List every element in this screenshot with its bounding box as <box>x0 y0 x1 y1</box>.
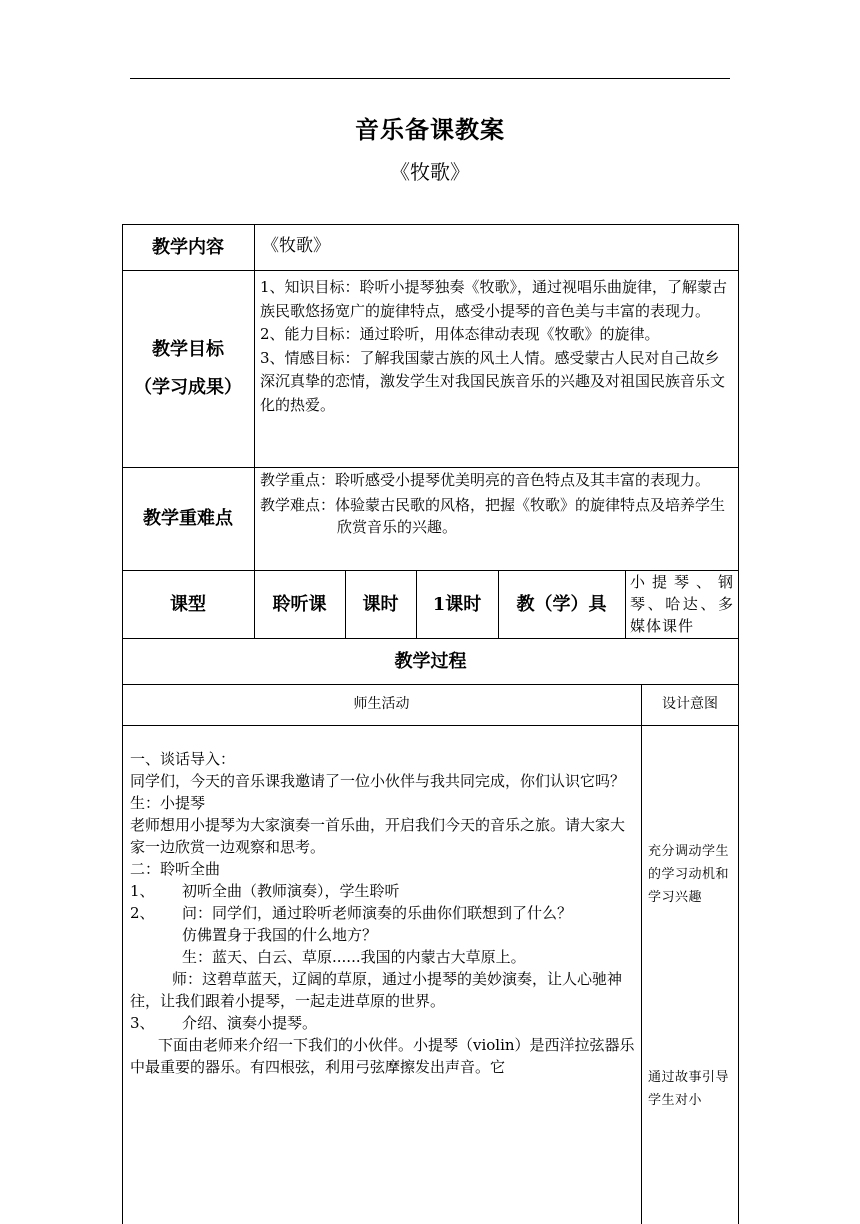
step-2-text: 问：同学们，通过聆听老师演奏的乐曲你们联想到了什么？ <box>182 904 573 922</box>
goals-label <box>122 270 254 467</box>
key-content <box>260 469 734 569</box>
key-label: 教学重难点 <box>143 508 233 529</box>
type-label: 课型 <box>170 593 206 615</box>
document-subtitle: 《牧歌》 <box>390 160 470 184</box>
step-1 <box>130 880 636 902</box>
step-1-text: 初听全曲（教师演奏），学生聆听 <box>182 882 400 900</box>
type-value: 聆听课 <box>272 593 327 615</box>
process-header: 教学过程 <box>394 650 467 672</box>
goal-knowledge: 1、知识目标：聆听小提琴独奏《牧歌》，通过视唱乐曲旋律，了解蒙古族民歌悠扬宽广的旋律特点，感受小提琴的音色美与丰富的表现力。 <box>260 278 728 320</box>
step-3 <box>130 1012 636 1034</box>
difficulties: 教学难点：体验蒙古民歌的风格，把握《牧歌》的旋律特点及培养学生欣赏音乐的兴趣。 <box>260 496 726 536</box>
intent-1: 充分调动学生的学习动机和学习兴趣 <box>648 844 730 905</box>
step-2-text-b: 仿佛置身于我国的什么地方？ <box>182 926 378 944</box>
lesson-plan-table <box>122 224 738 1224</box>
step-3-num: 3、 <box>130 1014 155 1032</box>
goals-list <box>260 276 732 466</box>
activity-line-intro: 一、谈话导入： <box>130 750 236 768</box>
step-2-answer: 生：蓝天、白云、草原......我国的内蒙古大草原上。 <box>182 948 526 966</box>
goals-label-sub: （学习成果） <box>134 376 242 398</box>
goals-label-main: 教学目标 <box>152 338 224 360</box>
step-1-num: 1、 <box>130 882 155 900</box>
hours-value: 1课时 <box>432 593 482 615</box>
intent-2: 通过故事引导学生对小 <box>648 1070 730 1108</box>
step-3-text: 介绍、演奏小提琴。 <box>182 1014 318 1032</box>
step-2-num: 2、 <box>130 904 155 922</box>
step-2 <box>130 902 636 924</box>
key-points: 教学重点：聆听感受小提琴优美明亮的音色特点及其丰富的表现力。 <box>260 471 711 489</box>
header-rule <box>130 78 730 79</box>
step-2-teacher: 师：这碧草蓝天，辽阔的草原，通过小提琴的美妙演奏，让人心驰神往，让我们跟着小提琴，一起走进草原的世界。 <box>130 970 623 1010</box>
step-3-body: 下面由老师来介绍一下我们的小伙伴。小提琴（violin）是西洋拉弦器乐中最重要的器乐。有四根弦，利用弓弦摩擦发出声音。它 <box>130 1036 635 1076</box>
activity-line-student: 生：小提琴 <box>130 794 206 812</box>
col-activity-header: 师生活动 <box>353 696 410 712</box>
hours-label: 课时 <box>362 593 399 615</box>
tools-value: 小提琴、钢琴、哈达、多媒体课件 <box>630 573 734 635</box>
goal-emotion: 3、情感目标：了解我国蒙古族的风土人情。感受蒙古人民对自己故乡深沉真挚的恋情，激发学生对我国民族音乐的兴趣及对祖国民族音乐文化的热爱。 <box>260 348 726 414</box>
activity-line-question: 同学们，今天的音乐课我邀请了一位小伙伴与我共同完成，你们认识它吗？ <box>130 772 626 790</box>
tools-label: 教（学）具 <box>516 593 607 615</box>
goal-ability: 2、能力目标：通过聆听，用体态律动表现《牧歌》的旋律。 <box>260 325 660 343</box>
activity-line-teacher: 老师想用小提琴为大家演奏一首乐曲，开启我们今天的音乐之旅。请大家大家一边欣赏一边观察和思考。 <box>130 816 626 856</box>
content-value: 《牧歌》 <box>262 236 330 256</box>
activity-line-listen: 二：聆听全曲 <box>130 860 221 878</box>
content-label: 教学内容 <box>152 236 224 258</box>
col-intent-header: 设计意图 <box>662 696 718 712</box>
document-title: 音乐备课教案 <box>355 115 505 144</box>
activity-content <box>130 748 636 1218</box>
